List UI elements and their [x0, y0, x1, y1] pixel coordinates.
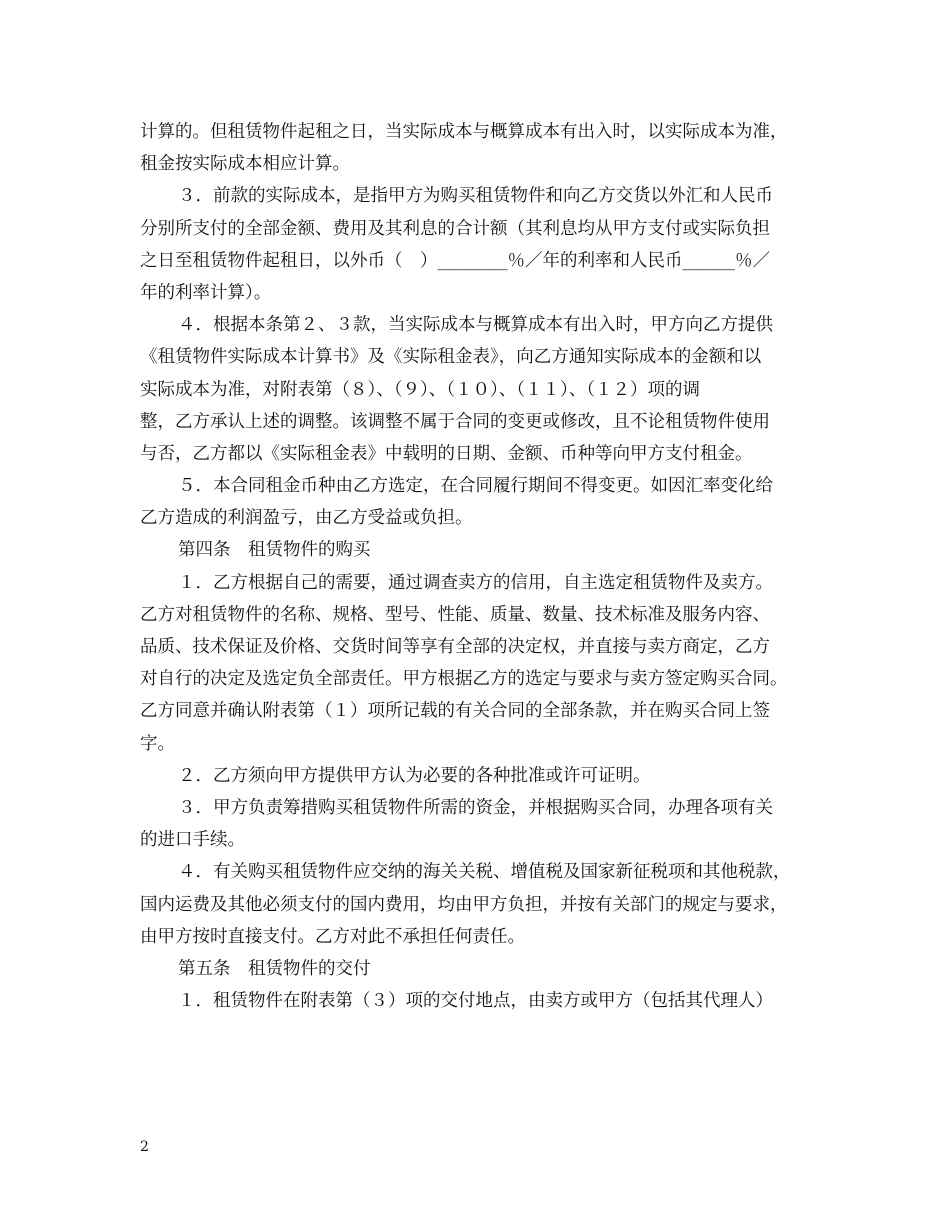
- text-line: １．乙方根据自己的需要，通过调查卖方的信用，自主选定租赁物件及卖方。: [178, 572, 773, 593]
- text-line: 乙方造成的利润盈亏，由乙方受益或负担。: [140, 508, 473, 529]
- text-line: 实际成本为准，对附表第（８）、（９）、（１０）、（１１）、（１２）项的调: [140, 379, 700, 400]
- text-line: 第四条 租赁物件的购买: [178, 540, 371, 561]
- text-line: 年的利率计算）。: [140, 282, 272, 303]
- text-line: ４．根据本条第２、３款，当实际成本与概算成本有出入时，甲方向乙方提供: [178, 315, 773, 336]
- text-line: 乙方同意并确认附表第（１）项所记载的有关合同的全部条款，并在购买合同上签: [140, 701, 770, 722]
- text-line: 品质、技术保证及价格、交货时间等享有全部的决定权，并直接与卖方商定，乙方: [140, 637, 770, 657]
- text-line: 由甲方按时直接支付。乙方对此不承担任何责任。: [140, 926, 525, 947]
- text-line: 字。: [140, 733, 175, 754]
- text-line: ３．前款的实际成本，是指甲方为购买租赁物件和向乙方交货以外汇和人民币: [178, 186, 773, 207]
- text-line: 之日至租赁物件起租日，以外币（ ）________％／年的利率和人民币______％／: [140, 250, 770, 271]
- document-body: [140, 116, 830, 1017]
- text-line: 计算的。但租赁物件起租之日，当实际成本与概算成本有出入时，以实际成本为准，: [140, 122, 788, 142]
- text-line: 乙方对租赁物件的名称、规格、型号、性能、质量、数量、技术标准及服务内容、: [140, 604, 770, 625]
- text-line: １．租赁物件在附表第（３）项的交付地点，由卖方或甲方（包括其代理人）: [178, 991, 773, 1012]
- page-number: 2: [140, 1139, 149, 1155]
- text-line: ３．甲方负责筹措购买租赁物件所需的资金，并根据购买合同，办理各项有关: [178, 797, 773, 818]
- text-line: 国内运费及其他必须支付的国内费用，均由甲方负担，并按有关部门的规定与要求，: [140, 894, 788, 915]
- text-line: 租金按实际成本相应计算。: [140, 154, 350, 175]
- text-line: ５．本合同租金币种由乙方选定，在合同履行期间不得变更。如因汇率变化给: [178, 476, 773, 497]
- text-line: 整，乙方承认上述的调整。该调整不属于合同的变更或修改，且不论租赁物件使用: [140, 411, 770, 432]
- text-line: 与否，乙方都以《实际租金表》中载明的日期、金额、币种等向甲方支付租金。: [140, 443, 753, 464]
- text-line: 对自行的决定及选定负全部责任。甲方根据乙方的选定与要求与卖方签定购买合同。: [140, 669, 788, 690]
- text-line: 第五条 租赁物件的交付: [178, 958, 371, 979]
- text-line: ４．有关购买租赁物件应交纳的海关关税、增值税及国家新征税项和其他税款，: [178, 862, 791, 883]
- text-line: 的进口手续。: [140, 830, 245, 851]
- text-line: 《租赁物件实际成本计算书》及《实际租金表》，向乙方通知实际成本的金额和以: [140, 347, 762, 368]
- text-line: ２．乙方须向甲方提供甲方认为必要的各种批准或许可证明。: [178, 765, 651, 786]
- text-line: 分别所支付的全部金额、费用及其利息的合计额（其利息均从甲方支付或实际负担: [140, 218, 770, 239]
